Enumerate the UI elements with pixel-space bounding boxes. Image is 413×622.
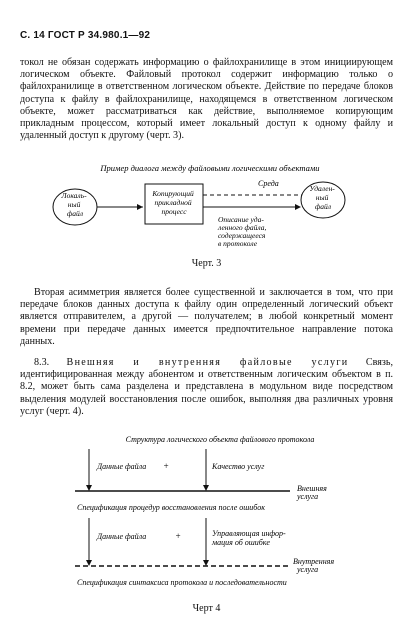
- arrowhead: [295, 204, 301, 210]
- arrowhead: [203, 560, 209, 566]
- internal-service-label: Внутренняя услуга: [293, 557, 335, 574]
- section-title: Внешняя и внутренняя файловые услуги: [66, 357, 349, 368]
- plus-sign-2: +: [175, 531, 182, 541]
- figure-3-diagram: [40, 160, 380, 250]
- file-data-label-1: Данные файла: [97, 462, 147, 471]
- figure-4-title: Структура логического объекта файлового протокола: [125, 435, 315, 444]
- arrowhead: [86, 560, 92, 566]
- arrowhead: [203, 485, 209, 491]
- figure-4-caption: Черт 4: [192, 603, 221, 614]
- external-service-label: Внешняя услуга: [297, 484, 327, 501]
- file-data-label-2: Данные файла: [97, 532, 147, 541]
- arrowhead: [137, 204, 143, 210]
- figure-3-title: Пример диалога между файловыми логическими объектами: [100, 163, 320, 173]
- paragraph-3: [20, 357, 393, 418]
- arrowhead: [86, 485, 92, 491]
- paragraph-3-body: Связь, идентифицированная между абонентом и ответственным логическим объектом в п. 8.2, может быть сама разделена и представлена в модульном виде посредством выделения модулей восстановления после ошибок, выполняя два различных уровня услуг (черт. 4).: [20, 357, 393, 417]
- plus-sign-1: +: [163, 461, 170, 471]
- page-header: С. 14 ГОСТ Р 34.980.1—92: [20, 30, 151, 41]
- paragraph-2: Вторая асимметрия является более существенной и заключается в том, что при передаче блоков данных доступа к файлу один определенный логический объект является отправителем, а другой — получателем; в любой конкретный момент времени при передаче данных имеется предпочтительное направление потока данных.: [20, 287, 393, 347]
- quality-of-service-label: Качество услуг: [212, 462, 265, 471]
- figure-3-caption: Черт. 3: [191, 258, 222, 269]
- local-file-label: Локаль- ный файл: [61, 191, 87, 218]
- process-label: Копирующий прикладной процесс: [152, 189, 194, 216]
- paragraph-1: токол не обязан содержать информацию о файлохранилище в этом инициирующем логическом объекте. Файловый протокол содержит информацию только о файлохранилище в ответственном логическом объекте. Действие по передаче блоков доступа к файлу в файлохранилище, находящемся в ответственном логическом объекте, может рассматриваться как действие, выполняемое копирующим прикладным процессом, который имеет локальный доступ к одному файлу и удаленный доступ к другому (черт. 3).: [20, 57, 393, 142]
- remote-file-label: Удален- ный файл: [309, 184, 335, 211]
- control-info-label: Управляющая инфор- мация об ошибке: [212, 529, 286, 547]
- figure-4-diagram: [75, 433, 375, 593]
- remote-file-description: Описание уда- ленного файла, содержащееся в протоколе: [218, 215, 267, 248]
- environment-label: Среда: [258, 179, 279, 188]
- section-number: 8.3.: [34, 357, 50, 368]
- recovery-spec-label: Спецификация процедур восстановления после ошибок: [77, 503, 265, 512]
- syntax-spec-label: Спецификация синтаксиса протокола и последовательности: [77, 578, 287, 587]
